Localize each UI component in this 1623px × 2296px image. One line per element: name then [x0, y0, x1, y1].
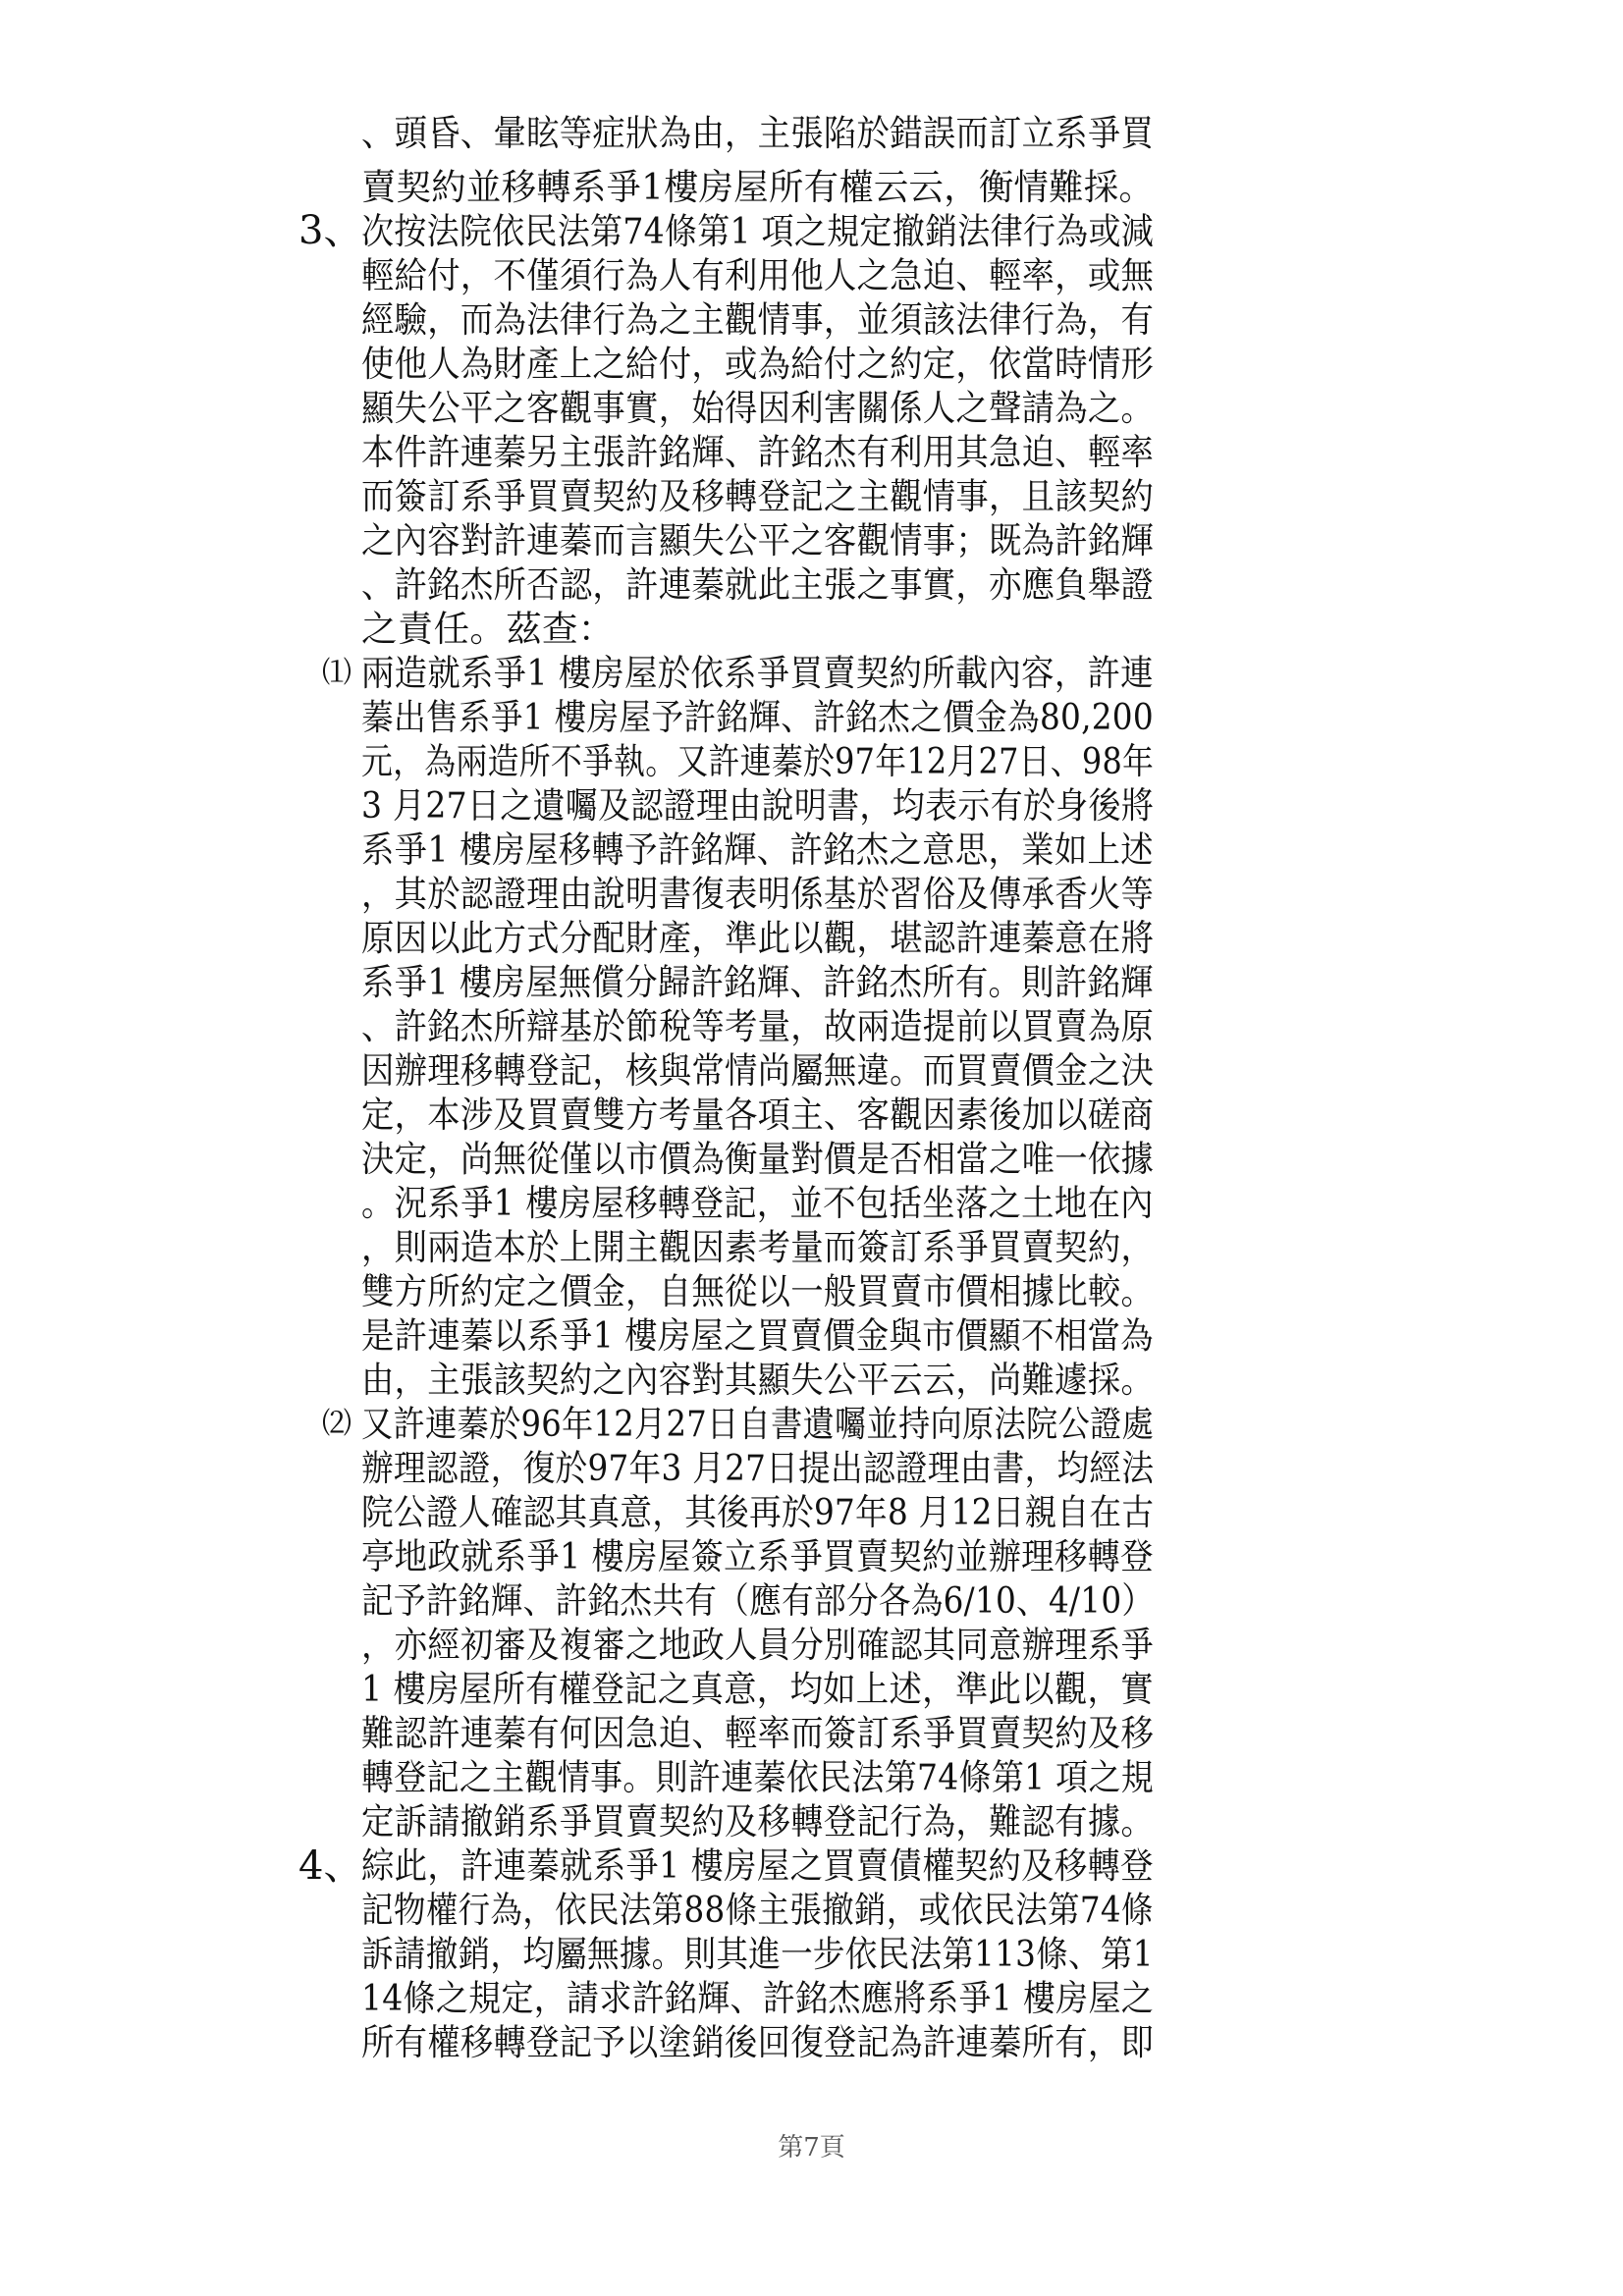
text-line: 經驗，而為法律行為之主觀情事，並須該法律行為，有 — [361, 298, 1155, 341]
text-line: 、許銘杰所辯基於節稅等考量，故兩造提前以買賣為原 — [361, 1005, 1155, 1047]
text-line: 所有權移轉登記予以塗銷後回復登記為許連蓁所有，即 — [361, 2021, 1155, 2063]
text-line: 14條之規定，請求許銘輝、許銘杰應將系爭1 樓房屋之 — [361, 1977, 1155, 2019]
text-line: 本件許連蓁另主張許銘輝、許銘杰有利用其急迫、輕率 — [361, 431, 1155, 473]
text-line: 系爭1 樓房屋移轉予許銘輝、許銘杰之意思，業如上述 — [361, 828, 1154, 871]
text-line: 元，為兩造所不爭執。又許連蓁於97年12月27日、98年 — [361, 740, 1155, 782]
text-line: 因辦理移轉登記，核與常情尚屬無違。而買賣價金之決 — [361, 1049, 1155, 1092]
sub-item-number-2: ⑵ — [322, 1407, 352, 1441]
text-line: 3 月27日之遺囑及認證理由說明書，均表示有於身後將 — [361, 784, 1155, 827]
page-number: 第7頁 — [778, 2133, 845, 2163]
text-line: 系爭1 樓房屋無償分歸許銘輝、許銘杰所有。則許銘輝 — [361, 961, 1154, 1003]
item-number-4: 4、 — [298, 1843, 363, 1889]
text-line: 使他人為財產上之給付，或為給付之約定，依當時情形 — [361, 343, 1155, 385]
text-line: 、許銘杰所否認，許連蓁就此主張之事實，亦應負舉證 — [361, 563, 1155, 606]
text-line: 亭地政就系爭1 樓房屋簽立系爭買賣契約並辦理移轉登 — [361, 1535, 1154, 1577]
item-number-3: 3、 — [298, 208, 363, 253]
text-line: 是許連蓁以系爭1 樓房屋之買賣價金與市價顯不相當為 — [361, 1314, 1154, 1357]
text-line: 之內容對許連蓁而言顯失公平之客觀情事；既為許銘輝 — [361, 519, 1155, 561]
text-line: 賣契約並移轉系爭1樓房屋所有權云云，衡情難採。 — [361, 166, 1155, 208]
text-line: 次按法院依民法第74條第1 項之規定撤銷法律行為或減 — [361, 210, 1155, 252]
text-line: 1 樓房屋所有權登記之真意，均如上述，準此以觀，實 — [361, 1668, 1154, 1710]
text-line: 輕給付，不僅須行為人有利用他人之急迫、輕率，或無 — [361, 254, 1155, 296]
text-line: 轉登記之主觀情事。則許連蓁依民法第74條第1 項之規 — [361, 1756, 1155, 1798]
text-line: ，則兩造本於上開主觀因素考量而簽訂系爭買賣契約， — [361, 1226, 1155, 1268]
text-line: 、頭昏、暈眩等症狀為由，主張陷於錯誤而訂立系爭買 — [361, 112, 1155, 154]
text-line: ，其於認證理由說明書復表明係基於習俗及傳承香火等 — [361, 873, 1155, 915]
text-line: 由，主張該契約之內容對其顯失公平云云，尚難遽採。 — [361, 1359, 1155, 1401]
text-line: 又許連蓁於96年12月27日自書遺囑並持向原法院公證處 — [361, 1403, 1154, 1445]
text-line: 綜此，許連蓁就系爭1 樓房屋之買賣債權契約及移轉登 — [361, 1844, 1154, 1887]
sub-item-number-1: ⑴ — [322, 656, 352, 690]
text-line: 原因以此方式分配財產，準此以觀，堪認許連蓁意在將 — [361, 917, 1155, 959]
text-line: 記物權行為，依民法第88條主張撤銷，或依民法第74條 — [361, 1889, 1154, 1931]
text-line: 蓁出售系爭1 樓房屋予許銘輝、許銘杰之價金為80,200 — [361, 696, 1154, 738]
text-line: 決定，尚無從僅以市價為衡量對價是否相當之唯一依據 — [361, 1138, 1155, 1180]
text-line: 顯失公平之客觀事實，始得因利害關係人之聲請為之。 — [361, 387, 1155, 429]
text-line: 而簽訂系爭買賣契約及移轉登記之主觀情事，且該契約 — [361, 475, 1155, 517]
text-line: 訴請撤銷，均屬無據。則其進一步依民法第113條、第1 — [361, 1933, 1154, 1975]
text-line: 院公證人確認其真意，其後再於97年8 月12日親自在古 — [361, 1491, 1155, 1533]
text-line: 雙方所約定之價金，自無從以一般買賣市價相據比較。 — [361, 1270, 1155, 1312]
text-line: 兩造就系爭1 樓房屋於依系爭買賣契約所載內容，許連 — [361, 652, 1154, 694]
text-line: 。況系爭1 樓房屋移轉登記，並不包括坐落之土地在內 — [361, 1182, 1154, 1224]
text-line: 定，本涉及買賣雙方考量各項主、客觀因素後加以磋商 — [361, 1094, 1155, 1136]
text-line: 難認許連蓁有何因急迫、輕率而簽訂系爭買賣契約及移 — [361, 1712, 1155, 1754]
text-line: ，亦經初審及複審之地政人員分別確認其同意辦理系爭 — [361, 1624, 1155, 1666]
text-line: 辦理認證，復於97年3 月27日提出認證理由書，均經法 — [361, 1447, 1155, 1489]
text-line: 之責任。茲查： — [361, 608, 615, 650]
text-line: 記予許銘輝、許銘杰共有（應有部分各為6/10、4/10） — [361, 1579, 1155, 1622]
text-line: 定訴請撤銷系爭買賣契約及移轉登記行為，難認有據。 — [361, 1800, 1155, 1842]
